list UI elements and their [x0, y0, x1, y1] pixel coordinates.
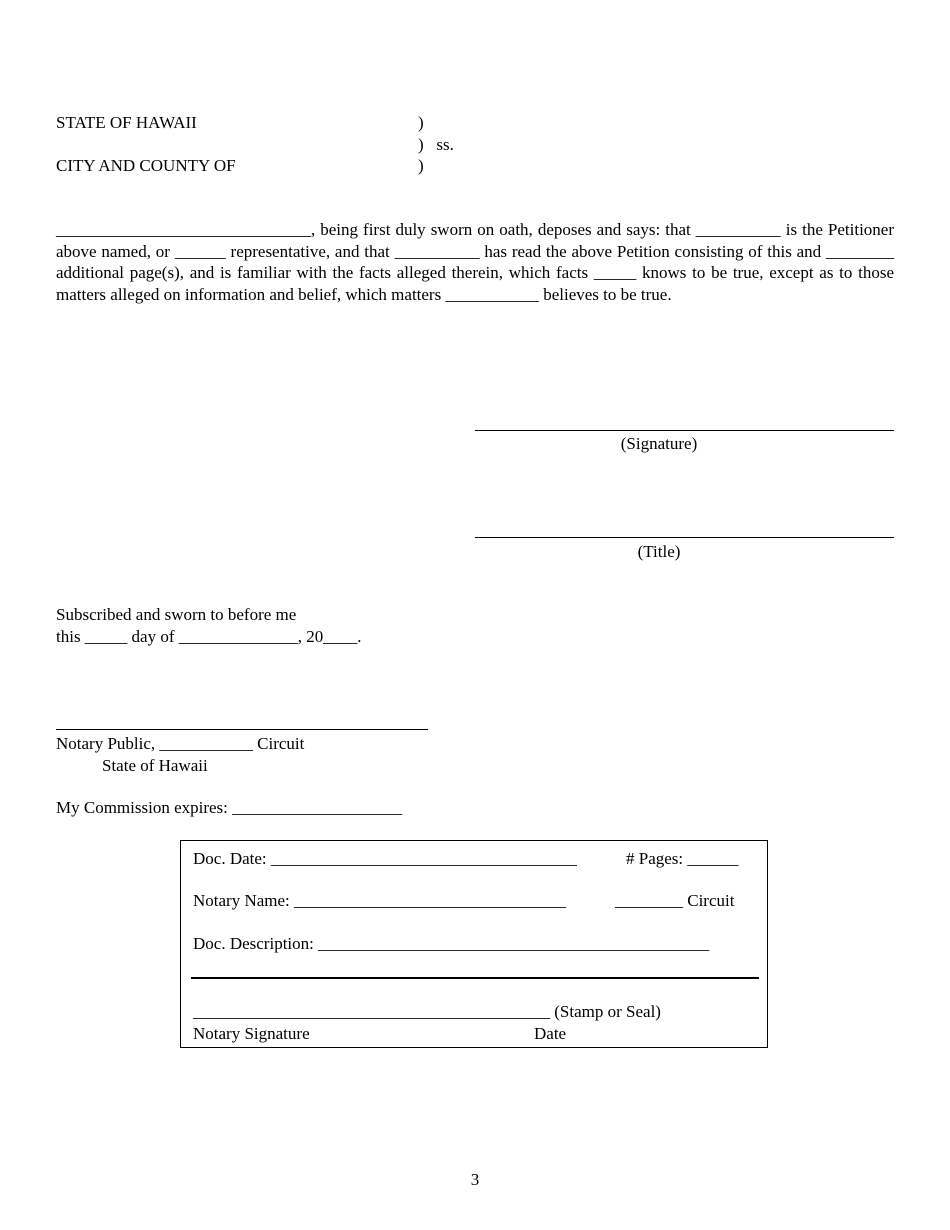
doc-description-field: Doc. Description: ______________________________________________ — [193, 934, 710, 953]
jurat-line-1: Subscribed and sworn to before me — [56, 605, 297, 624]
county-label: CITY AND COUNTY OF — [56, 156, 236, 175]
title-caption: (Title) — [637, 542, 681, 561]
page-number: 3 — [470, 1170, 480, 1189]
title-line — [475, 537, 894, 538]
signature-line — [475, 430, 894, 431]
date-label: Date — [534, 1024, 567, 1043]
venue-paren: ) — [418, 156, 424, 175]
jurat-line-2: this _____ day of ______________, 20____. — [56, 627, 362, 646]
box-divider — [191, 977, 759, 979]
venue-paren-ss: ) ss. — [418, 135, 454, 154]
notary-name-field: Notary Name: ________________________________ — [193, 891, 567, 910]
circuit-field: ________ Circuit — [615, 891, 735, 910]
notary-state-line: State of Hawaii — [102, 756, 208, 775]
commission-expires-line: My Commission expires: ____________________ — [56, 798, 403, 817]
doc-date-field: Doc. Date: ____________________________________ — [193, 849, 577, 868]
oath-paragraph: ______________________________, being first duly sworn on oath, deposes and says: that __________ is the Petitioner above named, or ______ representative, and that __________ has read the above Petition consisting of this and ________ additional page(s), and is familiar with the facts alleged therein, which facts _____ knows to be true, except as to those matters alleged on information and belief, which matters ___________ believes to be true. — [56, 220, 894, 304]
state-label: STATE OF HAWAII — [56, 113, 197, 132]
notary-public-line: Notary Public, ___________ Circuit — [56, 734, 305, 753]
notary-certificate-box — [180, 840, 768, 1048]
signature-caption: (Signature) — [620, 434, 698, 453]
pages-field: # Pages: ______ — [626, 849, 739, 868]
notary-signature-line: __________________________________________ (Stamp or Seal) — [193, 1002, 661, 1021]
notary-public-signature-line — [56, 729, 428, 730]
notary-signature-label: Notary Signature — [193, 1024, 310, 1043]
venue-paren: ) — [418, 113, 424, 132]
